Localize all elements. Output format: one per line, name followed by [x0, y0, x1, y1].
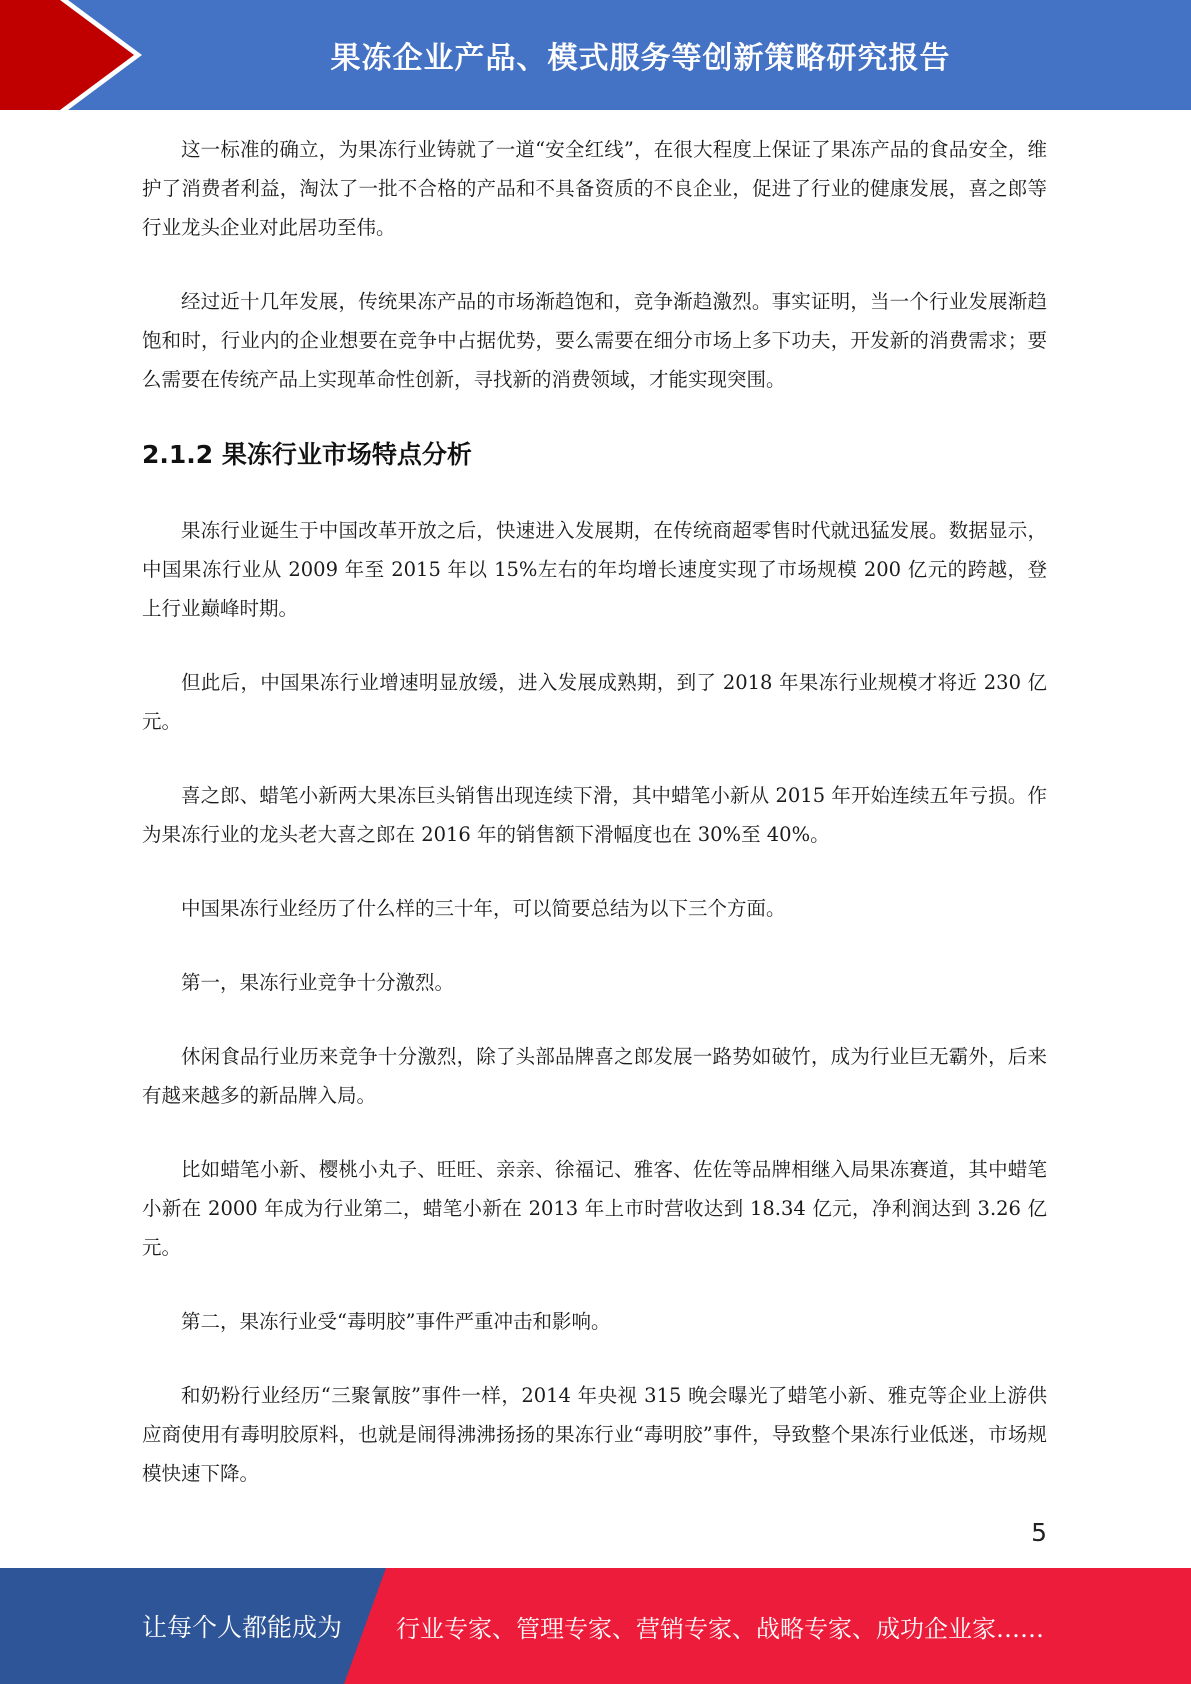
footer-slogan-left: 让每个人都能成为 — [142, 1613, 343, 1642]
paragraph: 喜之郎、蜡笔小新两大果冻巨头销售出现连续下滑，其中蜡笔小新从 2015 年开始连续五年亏损。作为果冻行业的龙头老大喜之郎在 2016 年的销售额下滑幅度也在 30%至 40%。 — [142, 784, 1047, 846]
paragraph: 第二，果冻行业受“毒明胶”事件严重冲击和影响。 — [181, 1310, 611, 1333]
report-title: 果冻企业产品、模式服务等创新策略研究报告 — [330, 41, 951, 76]
paragraph: 中国果冻行业经历了什么样的三十年，可以简要总结为以下三个方面。 — [181, 897, 786, 920]
paragraph: 和奶粉行业经历“三聚氰胺”事件一样，2014 年央视 315 晚会曝光了蜡笔小新、雅克等企业上游供应商使用有毒明胶原料，也就是闹得沸沸扬扬的果冻行业“毒明胶”事件，导致整个果冻行业低迷，市场规模快速下降。 — [142, 1384, 1047, 1485]
paragraph: 果冻行业诞生于中国改革开放之后，快速进入发展期，在传统商超零售时代就迅猛发展。数据显示，中国果冻行业从 2009 年至 2015 年以 15%左右的年均增长速度实现了市场规模 200 亿元的跨越，登上行业巅峰时期。 — [142, 519, 1047, 620]
paragraph: 这一标准的确立，为果冻行业铸就了一道“安全红线”，在很大程度上保证了果冻产品的食品安全，维护了消费者利益，淘汰了一批不合格的产品和不具备资质的不良企业，促进了行业的健康发展，喜之郎等行业龙头企业对此居功至伟。 — [142, 138, 1047, 239]
paragraph: 比如蜡笔小新、樱桃小丸子、旺旺、亲亲、徐福记、雅客、佐佐等品牌相继入局果冻赛道，其中蜡笔小新在 2000 年成为行业第二，蜡笔小新在 2013 年上市时营收达到 18.34 亿元，净利润达到 3.26 亿元。 — [142, 1158, 1047, 1259]
section-heading: 2.1.2 果冻行业市场特点分析 — [142, 440, 472, 469]
paragraph: 休闲食品行业历来竞争十分激烈，除了头部品牌喜之郎发展一路势如破竹，成为行业巨无霸外，后来有越来越多的新品牌入局。 — [142, 1045, 1047, 1107]
page-header — [0, 0, 1191, 110]
page-number: 5 — [1031, 1518, 1047, 1547]
page-footer — [0, 1568, 1191, 1684]
paragraph: 经过近十几年发展，传统果冻产品的市场渐趋饱和，竞争渐趋激烈。事实证明，当一个行业发展渐趋饱和时，行业内的企业想要在竞争中占据优势，要么需要在细分市场上多下功夫，开发新的消费需求；要么需要在传统产品上实现革命性创新，寻找新的消费领域，才能实现突围。 — [142, 290, 1047, 391]
document-body — [142, 130, 1047, 1493]
footer-slogan-right: 行业专家、管理专家、营销专家、战略专家、成功企业家…… — [396, 1614, 1044, 1643]
paragraph: 第一，果冻行业竞争十分激烈。 — [181, 971, 455, 994]
paragraph: 但此后，中国果冻行业增速明显放缓，进入发展成熟期，到了 2018 年果冻行业规模才将近 230 亿元。 — [142, 671, 1047, 733]
